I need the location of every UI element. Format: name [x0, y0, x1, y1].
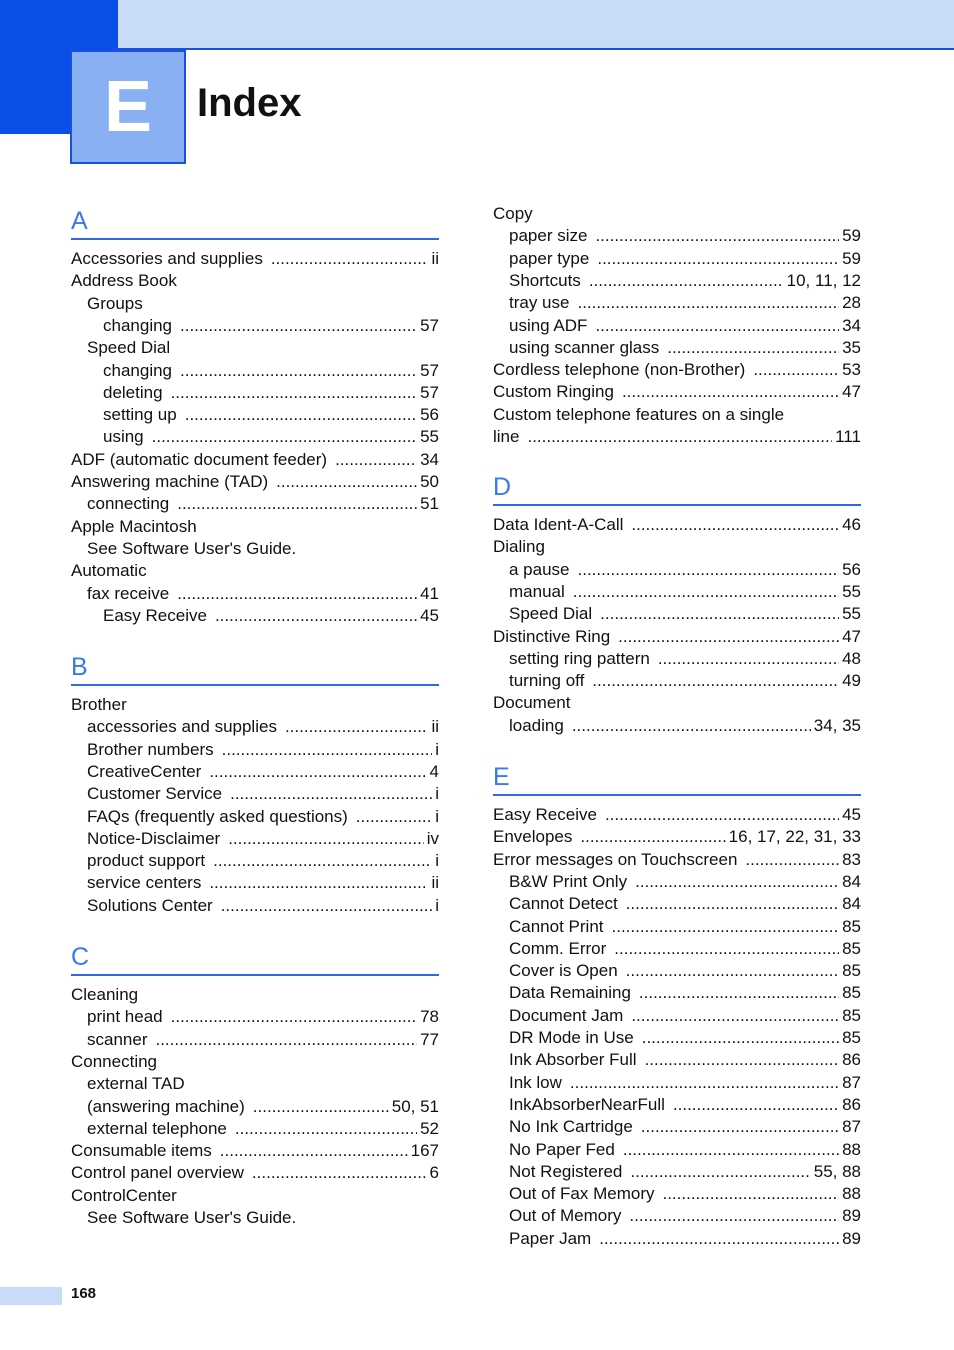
dot-leader — [230, 783, 432, 805]
index-page-refs: 59 — [842, 226, 861, 246]
dot-leader — [577, 292, 839, 314]
index-term: changing — [103, 315, 173, 335]
dot-leader — [215, 605, 417, 627]
index-term: Comm. Error — [509, 938, 607, 958]
index-entry — [71, 850, 439, 872]
section-letter: C — [71, 943, 90, 971]
index-term: Cordless telephone (non-Brother) — [493, 360, 746, 380]
index-entry — [493, 315, 861, 337]
index-page-refs: 56 — [842, 559, 861, 579]
index-page-refs: 87 — [842, 1117, 861, 1137]
index-term: line — [493, 427, 520, 446]
dot-leader — [220, 1140, 408, 1162]
index-entry — [493, 893, 861, 915]
index-term: a pause — [509, 559, 570, 579]
index-term: Distinctive Ring — [493, 626, 611, 646]
index-entry — [493, 1094, 861, 1116]
index-page-refs: 16, 17, 22, 31, 33 — [728, 827, 861, 847]
index-entry — [493, 960, 861, 982]
index-entry — [71, 828, 439, 850]
dot-leader — [177, 583, 417, 605]
index-term: Out of Fax Memory — [509, 1184, 655, 1204]
index-term: using scanner glass — [509, 337, 660, 357]
index-term: setting up — [103, 405, 177, 425]
dot-leader — [271, 248, 429, 270]
index-term: Easy Receive — [103, 605, 207, 625]
index-entry — [71, 1118, 439, 1140]
index-entry — [71, 739, 439, 761]
index-term: Document — [493, 693, 571, 713]
dot-leader — [213, 850, 432, 872]
dot-leader — [222, 739, 433, 761]
page-number: 168 — [71, 1285, 97, 1302]
index-term: Connecting — [71, 1051, 158, 1071]
index-page-refs: 35 — [842, 337, 861, 357]
index-term: Document Jam — [509, 1005, 624, 1025]
index-term: Data Ident-A-Call — [493, 515, 624, 534]
index-entry — [493, 426, 861, 448]
section-heading — [493, 758, 861, 796]
index-entry — [493, 938, 861, 960]
dot-leader — [626, 960, 839, 982]
index-term: (answering machine) — [87, 1096, 245, 1116]
index-page-refs: 111 — [835, 427, 861, 446]
index-page-refs: 48 — [842, 648, 861, 668]
dot-leader — [645, 1049, 840, 1071]
index-entry — [71, 872, 439, 894]
index-entry — [71, 1051, 439, 1073]
dot-leader — [580, 826, 725, 848]
index-term: Accessories and supplies — [71, 249, 263, 268]
index-term: Apple Macintosh — [71, 516, 197, 536]
dot-leader — [614, 938, 839, 960]
index-term: Cover is Open — [509, 961, 618, 981]
index-term: Answering machine (TAD) — [71, 472, 269, 491]
dot-leader — [235, 1118, 417, 1140]
index-entry — [71, 360, 439, 382]
index-entry — [71, 1006, 439, 1028]
section-heading — [493, 468, 861, 506]
index-page-refs: 88 — [842, 1184, 861, 1204]
index-entry — [71, 1140, 439, 1162]
index-entry — [493, 1228, 861, 1250]
index-page-refs: 47 — [842, 382, 861, 402]
index-term: Envelopes — [493, 827, 573, 847]
index-term: Paper Jam — [509, 1228, 592, 1248]
dot-leader — [618, 626, 839, 648]
dot-leader — [209, 761, 426, 783]
index-term: paper type — [509, 248, 590, 268]
index-entry — [71, 806, 439, 828]
dot-leader — [635, 871, 839, 893]
index-term: using — [103, 427, 144, 447]
dot-leader — [631, 514, 839, 536]
dot-leader — [631, 1005, 839, 1027]
index-entry — [493, 270, 861, 292]
index-entry — [71, 1073, 439, 1095]
index-entry — [493, 715, 861, 737]
dot-leader — [570, 1072, 839, 1094]
index-term: Ink low — [509, 1072, 562, 1092]
index-entry — [493, 1183, 861, 1205]
index-page-refs: 86 — [842, 1050, 861, 1070]
index-term: Error messages on Touchscreen — [493, 849, 738, 869]
dot-leader — [180, 360, 417, 382]
index-page-refs: 87 — [842, 1072, 861, 1092]
index-entry — [493, 225, 861, 247]
index-term: Speed Dial — [87, 338, 171, 358]
index-entry — [493, 404, 861, 426]
dot-leader — [630, 1161, 810, 1183]
index-page-refs: 50 — [420, 472, 439, 491]
dot-leader — [595, 315, 839, 337]
index-page-refs: 85 — [842, 961, 861, 981]
section-heading — [71, 202, 439, 240]
section-letter: E — [493, 763, 510, 791]
index-page-refs: 84 — [842, 894, 861, 914]
dot-leader — [578, 559, 840, 581]
index-page-refs: 55 — [842, 581, 861, 601]
index-entry — [71, 1185, 439, 1207]
dot-leader — [595, 225, 839, 247]
index-page-refs: 89 — [842, 1228, 861, 1248]
index-entry — [71, 605, 439, 627]
dot-leader — [597, 248, 839, 270]
index-page-refs: 89 — [842, 1206, 861, 1226]
index-entry — [71, 560, 439, 582]
dot-leader — [335, 449, 417, 471]
index-entry — [493, 692, 861, 714]
dot-leader — [171, 382, 418, 404]
index-page-refs: 55 — [420, 427, 439, 447]
index-entry — [493, 248, 861, 270]
index-entry — [493, 670, 861, 692]
index-term: Not Registered — [509, 1161, 623, 1181]
index-term: Consumable items — [71, 1141, 212, 1161]
index-entry — [71, 471, 439, 493]
index-page-refs: 88 — [842, 1139, 861, 1159]
index-entry — [493, 916, 861, 938]
index-term: Data Remaining — [509, 983, 631, 1003]
index-term: Address Book — [71, 271, 177, 291]
index-term: external TAD — [87, 1074, 185, 1094]
index-page-refs: 84 — [842, 871, 861, 891]
index-term: Dialing — [493, 537, 545, 557]
dot-leader — [527, 426, 832, 448]
index-entry — [493, 337, 861, 359]
index-entry — [493, 982, 861, 1004]
index-entry — [493, 1161, 861, 1183]
dot-leader — [180, 315, 417, 337]
index-page-refs: 78 — [420, 1007, 439, 1027]
index-entry — [493, 1205, 861, 1227]
index-term: product support — [87, 851, 206, 871]
index-entry — [493, 603, 861, 625]
dot-leader — [171, 1006, 417, 1028]
dot-leader — [745, 849, 839, 871]
index-term: accessories and supplies — [87, 717, 277, 737]
index-term: paper size — [509, 226, 588, 246]
index-page-refs: ii — [431, 249, 439, 268]
dot-leader — [592, 670, 839, 692]
index-entry — [71, 583, 439, 605]
index-term: Solutions Center — [87, 895, 213, 915]
index-page-refs: 34, 35 — [813, 715, 861, 735]
index-entry — [493, 1139, 861, 1161]
dot-leader — [605, 804, 839, 826]
index-entry — [493, 559, 861, 581]
index-page-refs: 56 — [420, 405, 439, 425]
index-page-refs: 55 — [842, 604, 861, 624]
index-term: Automatic — [71, 561, 147, 581]
index-term: service centers — [87, 873, 202, 893]
index-entry — [71, 315, 439, 337]
index-term: using ADF — [509, 315, 588, 335]
index-page-refs: 28 — [842, 293, 861, 313]
index-page-refs: i — [435, 784, 439, 804]
index-entry — [71, 426, 439, 448]
index-entry — [71, 493, 439, 515]
index-page-refs: 34 — [420, 449, 439, 469]
index-page-refs: 77 — [420, 1029, 439, 1049]
index-entry — [71, 270, 439, 292]
index-page-refs: 4 — [429, 761, 439, 781]
index-page-refs: 167 — [410, 1141, 439, 1161]
index-page-refs: 49 — [842, 671, 861, 691]
index-term: Groups — [87, 293, 143, 313]
index-page-refs: i — [435, 806, 439, 826]
index-term: Control panel overview — [71, 1163, 244, 1183]
section-letter: A — [71, 207, 88, 235]
index-term: manual — [509, 581, 565, 601]
index-page-refs: 10, 11, 12 — [786, 270, 861, 290]
index-term: loading — [509, 715, 564, 735]
section-heading — [71, 648, 439, 686]
index-entry — [493, 581, 861, 603]
index-term: DR Mode in Use — [509, 1028, 634, 1047]
dot-leader — [276, 471, 417, 493]
index-page-refs: 85 — [842, 916, 861, 936]
footer-bar — [0, 1287, 62, 1305]
index-entry — [71, 248, 439, 270]
index-entry — [493, 1027, 861, 1049]
index-term: ADF (automatic document feeder) — [71, 449, 328, 469]
index-term: See Software User's Guide. — [87, 538, 297, 558]
index-page-refs: 45 — [842, 805, 861, 824]
index-page-refs: 83 — [842, 849, 861, 869]
dot-leader — [626, 893, 839, 915]
index-entry — [71, 382, 439, 404]
index-term: Cannot Print — [509, 916, 604, 936]
index-page-refs: 51 — [420, 494, 439, 514]
index-term: Shortcuts — [509, 270, 581, 290]
index-term: Notice-Disclaimer — [87, 828, 221, 848]
index-entry — [493, 1072, 861, 1094]
index-entry — [493, 203, 861, 225]
index-entry — [493, 1005, 861, 1027]
index-page-refs: 59 — [842, 248, 861, 268]
index-page-refs: 85 — [842, 983, 861, 1003]
index-term: FAQs (frequently asked questions) — [87, 806, 348, 826]
index-entry — [493, 292, 861, 314]
dot-leader — [753, 359, 839, 381]
index-term: ControlCenter — [71, 1185, 177, 1205]
index-page-refs: 52 — [420, 1118, 439, 1138]
index-page-refs: 46 — [842, 515, 861, 534]
index-page-refs: 47 — [842, 626, 861, 646]
index-entry — [493, 648, 861, 670]
index-entry — [493, 826, 861, 848]
index-page-refs: 85 — [842, 1028, 861, 1047]
dot-leader — [285, 716, 428, 738]
index-entry — [493, 1116, 861, 1138]
index-entry — [493, 381, 861, 403]
dot-leader — [209, 872, 428, 894]
header-band — [118, 0, 954, 50]
index-entry — [493, 849, 861, 871]
index-term: Custom telephone features on a single — [493, 404, 785, 424]
index-entry — [71, 293, 439, 315]
section-letter: B — [71, 653, 88, 681]
index-entry — [71, 984, 439, 1006]
index-entry — [71, 694, 439, 716]
index-entry — [71, 538, 439, 560]
dot-leader — [673, 1094, 839, 1116]
index-entry — [71, 1029, 439, 1051]
index-entry — [71, 895, 439, 917]
index-term: See Software User's Guide. — [87, 1208, 297, 1227]
index-term: Custom Ringing — [493, 382, 614, 402]
index-page-refs: i — [435, 895, 439, 915]
index-entry — [493, 804, 861, 826]
index-term: scanner — [87, 1029, 148, 1049]
appendix-letter: E — [70, 50, 186, 164]
index-entry — [71, 516, 439, 538]
index-page-refs: 85 — [842, 1005, 861, 1025]
index-term: Customer Service — [87, 784, 223, 804]
index-entry — [493, 514, 861, 536]
index-page-refs: 50, 51 — [391, 1096, 439, 1116]
index-term: tray use — [509, 293, 570, 313]
index-term: changing — [103, 360, 173, 380]
index-page-refs: 57 — [420, 315, 439, 335]
index-entry — [493, 359, 861, 381]
dot-leader — [573, 581, 839, 603]
index-entry — [493, 626, 861, 648]
index-entry — [71, 1207, 439, 1229]
index-term: CreativeCenter — [87, 761, 202, 781]
index-page-refs: i — [435, 851, 439, 871]
index-term: Brother — [71, 695, 127, 714]
dot-leader — [177, 493, 417, 515]
dot-leader — [623, 1139, 839, 1161]
dot-leader — [185, 404, 417, 426]
index-term: Copy — [493, 204, 533, 223]
index-term: No Paper Fed — [509, 1139, 615, 1159]
index-page-refs: 53 — [842, 360, 861, 380]
index-term: Out of Memory — [509, 1206, 622, 1226]
index-term: print head — [87, 1007, 163, 1027]
index-entry — [493, 536, 861, 558]
dot-leader — [356, 806, 432, 828]
index-entry — [71, 716, 439, 738]
section-heading — [71, 938, 439, 976]
dot-leader — [152, 426, 417, 448]
index-term: fax receive — [87, 583, 170, 603]
dot-leader — [599, 1228, 839, 1250]
index-entry — [71, 1162, 439, 1184]
dot-leader — [253, 1096, 389, 1118]
index-page-refs: 41 — [420, 583, 439, 603]
index-term: deleting — [103, 382, 163, 402]
index-page-refs: 34 — [842, 315, 861, 335]
index-term: Cleaning — [71, 985, 139, 1004]
index-term: Speed Dial — [509, 604, 593, 624]
index-term: connecting — [87, 494, 170, 514]
index-term: Cannot Detect — [509, 894, 618, 914]
dot-leader — [622, 381, 839, 403]
index-page-refs: 85 — [842, 938, 861, 958]
dot-leader — [600, 603, 839, 625]
index-page-refs: 55, 88 — [813, 1161, 861, 1181]
dot-leader — [667, 337, 839, 359]
index-term: No Ink Cartridge — [509, 1117, 633, 1137]
dot-leader — [252, 1162, 427, 1184]
index-page-refs: 57 — [420, 360, 439, 380]
dot-leader — [658, 648, 839, 670]
index-term: Easy Receive — [493, 805, 597, 824]
dot-leader — [642, 1027, 839, 1049]
index-term: B&W Print Only — [509, 871, 628, 891]
index-page-refs: ii — [431, 717, 439, 737]
index-entry — [71, 404, 439, 426]
dot-leader — [639, 982, 839, 1004]
index-page-refs: 86 — [842, 1094, 861, 1114]
index-term: external telephone — [87, 1118, 227, 1138]
index-term: turning off — [509, 671, 585, 691]
dot-leader — [612, 916, 840, 938]
index-entry — [71, 761, 439, 783]
index-page-refs: 6 — [429, 1163, 439, 1183]
index-term: Brother numbers — [87, 739, 214, 759]
index-entry — [71, 449, 439, 471]
index-page-refs: 45 — [420, 605, 439, 625]
index-entry — [71, 783, 439, 805]
index-entry — [493, 871, 861, 893]
index-page-refs: ii — [431, 873, 439, 893]
index-term: Ink Absorber Full — [509, 1050, 637, 1070]
dot-leader — [662, 1183, 839, 1205]
dot-leader — [641, 1116, 839, 1138]
index-page-refs: 57 — [420, 382, 439, 402]
dot-leader — [629, 1205, 839, 1227]
index-entry — [71, 337, 439, 359]
section-letter: D — [493, 473, 512, 501]
index-entry — [71, 1096, 439, 1118]
dot-leader — [221, 895, 433, 917]
index-term: InkAbsorberNearFull — [509, 1094, 665, 1114]
index-page-refs: i — [435, 739, 439, 759]
index-term: setting ring pattern — [509, 648, 650, 668]
dot-leader — [228, 828, 424, 850]
dot-leader — [155, 1029, 417, 1051]
dot-leader — [572, 715, 811, 737]
index-entry — [493, 1049, 861, 1071]
index-page-refs: iv — [426, 828, 439, 848]
page-title: Index — [197, 81, 302, 125]
dot-leader — [589, 270, 784, 292]
